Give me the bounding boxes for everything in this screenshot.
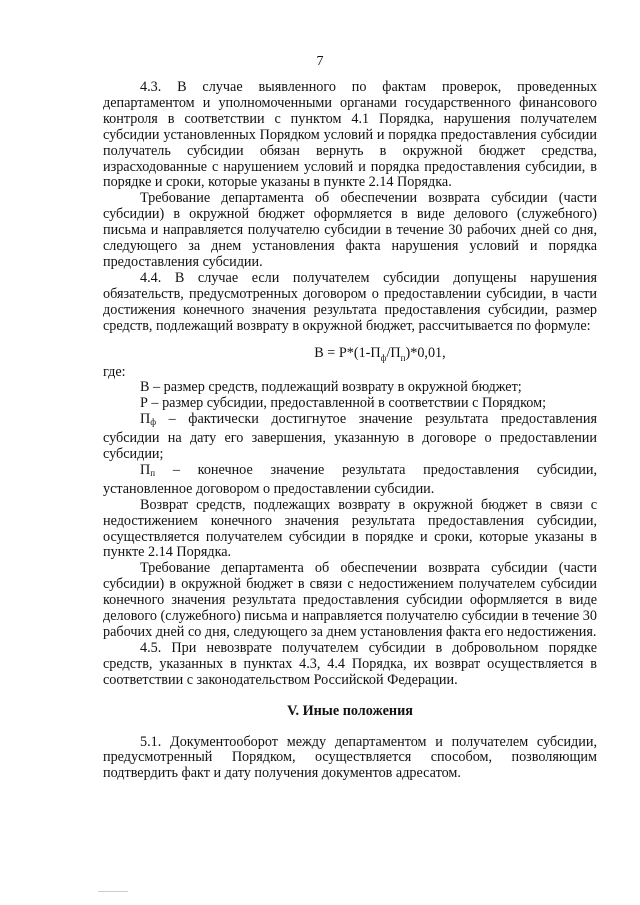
definition-pp-symbol: П (140, 461, 151, 478)
where-label: где: (103, 363, 126, 380)
formula-lhs: В = Р*(1-П (314, 344, 381, 361)
formula-rhs: )*0,01, (405, 344, 446, 361)
definition-pf-text: – фактически достигнутое значение результата предоставления субсидии на дату его завершения, указанную в договоре о предоставлении субсидии; (103, 411, 597, 463)
definition-p: Р – размер субсидии, предоставленной в соответствии с Порядком; (140, 395, 547, 412)
paragraph-4-4: 4.4. В случае если получателем субсидии допущены нарушения обязательств, предусмотренных договором о предоставлении субсидии, в части достижения конечного значения результата предоставления субсидии, размер средств, подлежащий возврату в окружной бюджет, рассчитывается по формуле: (103, 269, 597, 334)
definition-pf (103, 412, 597, 463)
formula-subscript-f: ф (380, 352, 387, 363)
formula-mid: /П (386, 344, 401, 361)
formula (103, 345, 597, 361)
paragraph-return: Возврат средств, подлежащих возврату в окружной бюджет в связи с недостижением конечного значения результата предоставления субсидии, осуществляется получателем субсидии в порядке и сроки, которые указаны в пункте 2.14 Порядка. (103, 496, 597, 561)
page-number: 7 (316, 54, 324, 69)
definition-pp-subscript: п (150, 467, 156, 478)
definition-pp-text: – конечное значение результата предоставления субсидии, установленное договором о предоставлении субсидии. (103, 461, 597, 497)
section-heading: V. Иные положения (287, 702, 413, 719)
definition-b: В – размер средств, подлежащий возврату в окружной бюджет; (140, 379, 522, 396)
definition-pp (103, 463, 597, 498)
scan-artifact (98, 891, 128, 892)
paragraph-5-1: 5.1. Документооборот между департаментом и получателем субсидии, предусмотренный Порядком, осуществляется способом, позволяющим подтвердить факт и дату получения документов адресатом. (103, 733, 597, 782)
paragraph-4-3: 4.3. В случае выявленного по фактам проверок, проведенных департаментом и уполномоченными органами государственного финансового контроля в соответствии с пунктом 4.1 Порядка, нарушения получателем субсидии установленных Порядком условий и порядка предоставления субсидии получатель субсидии обязан вернуть в окружной бюджет средства, израсходованные с нарушением условий и порядка предоставления субсидии, в порядке и сроки, которые указаны в пункте 2.14 Порядка. (103, 79, 597, 191)
paragraph-4-3-requirement: Требование департамента об обеспечении возврата субсидии (части субсидии) в окружной бюджет оформляется в виде делового (служебного) письма и направляется получателю субсидии в течение 30 рабочих дней со дня, следующего за днем установления факта нарушения условий и порядка предоставления субсидии. (103, 190, 597, 270)
paragraph-4-5: 4.5. При невозврате получателем субсидии в добровольном порядке средств, указанных в пунктах 4.3, 4.4 Порядка, их возврат осуществляется в соответствии с законодательством Российской Федерации. (103, 639, 597, 688)
definition-pf-symbol: П (140, 411, 151, 428)
paragraph-return-requirement: Требование департамента об обеспечении возврата субсидии (части субсидии) в окружной бюджет в связи с недостижением получателем субсидии конечного значения результата предоставления субсидии оформляется в виде делового (служебного) письма и направляется получателю субсидии в течение 30 рабочих дней со дня, следующего за днем установления факта его недостижения. (103, 560, 597, 640)
definition-pf-subscript: ф (150, 417, 157, 428)
formula-subscript-p: п (400, 352, 406, 363)
document-body (103, 80, 597, 782)
